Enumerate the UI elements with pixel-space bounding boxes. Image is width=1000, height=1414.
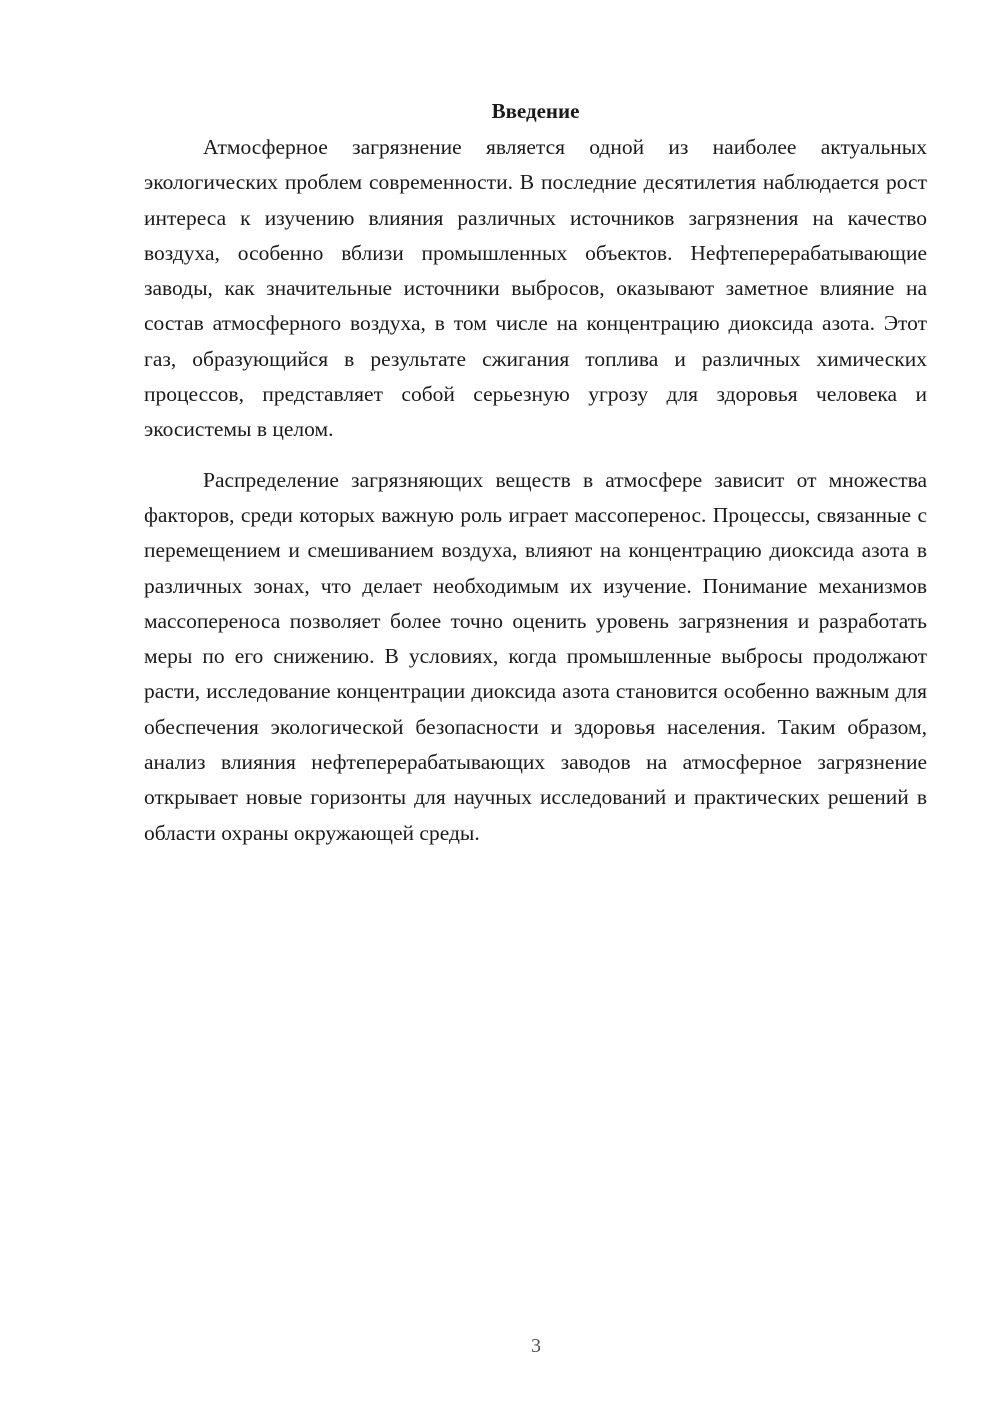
page-number: 3 bbox=[531, 1335, 541, 1357]
paragraph-intro: Атмосферное загрязнение является одной из наиболее актуальных экологических проблем современности. В последние десятилетия наблюдается рост интереса к изучению влияния различных источников загрязнения на качество воздуха, особенно вблизи промышленных объектов. Нефтеперерабатывающие заводы, как значительные источники выбросов, оказывают заметное влияние на состав атмосферного воздуха, в том числе на концентрацию диоксида азота. Этот газ, образующийся в результате сжигания топлива и различных химических процессов, представляет собой серьезную угрозу для здоровья человека и экосистемы в целом. bbox=[144, 135, 927, 442]
page-content bbox=[144, 96, 927, 851]
paragraph-mass-transfer: Распределение загрязняющих веществ в атмосфере зависит от множества факторов, среди которых важную роль играет массоперенос. Процессы, связанные с перемещением и смешиванием воздуха, влияют на концентрацию диоксида азота в различных зонах, что делает необходимым их изучение. Понимание механизмов массопереноса позволяет более точно оценить уровень загрязнения и разработать меры по его снижению. В условиях, когда промышленные выбросы продолжают расти, исследование концентрации диоксида азота становится особенно важным для обеспечения экологической безопасности и здоровья населения. Таким образом, анализ влияния нефтеперерабатывающих заводов на атмосферное загрязнение открывает новые горизонты для научных исследований и практических решений в области охраны окружающей среды. bbox=[144, 467, 927, 845]
section-heading: Введение bbox=[491, 99, 580, 123]
